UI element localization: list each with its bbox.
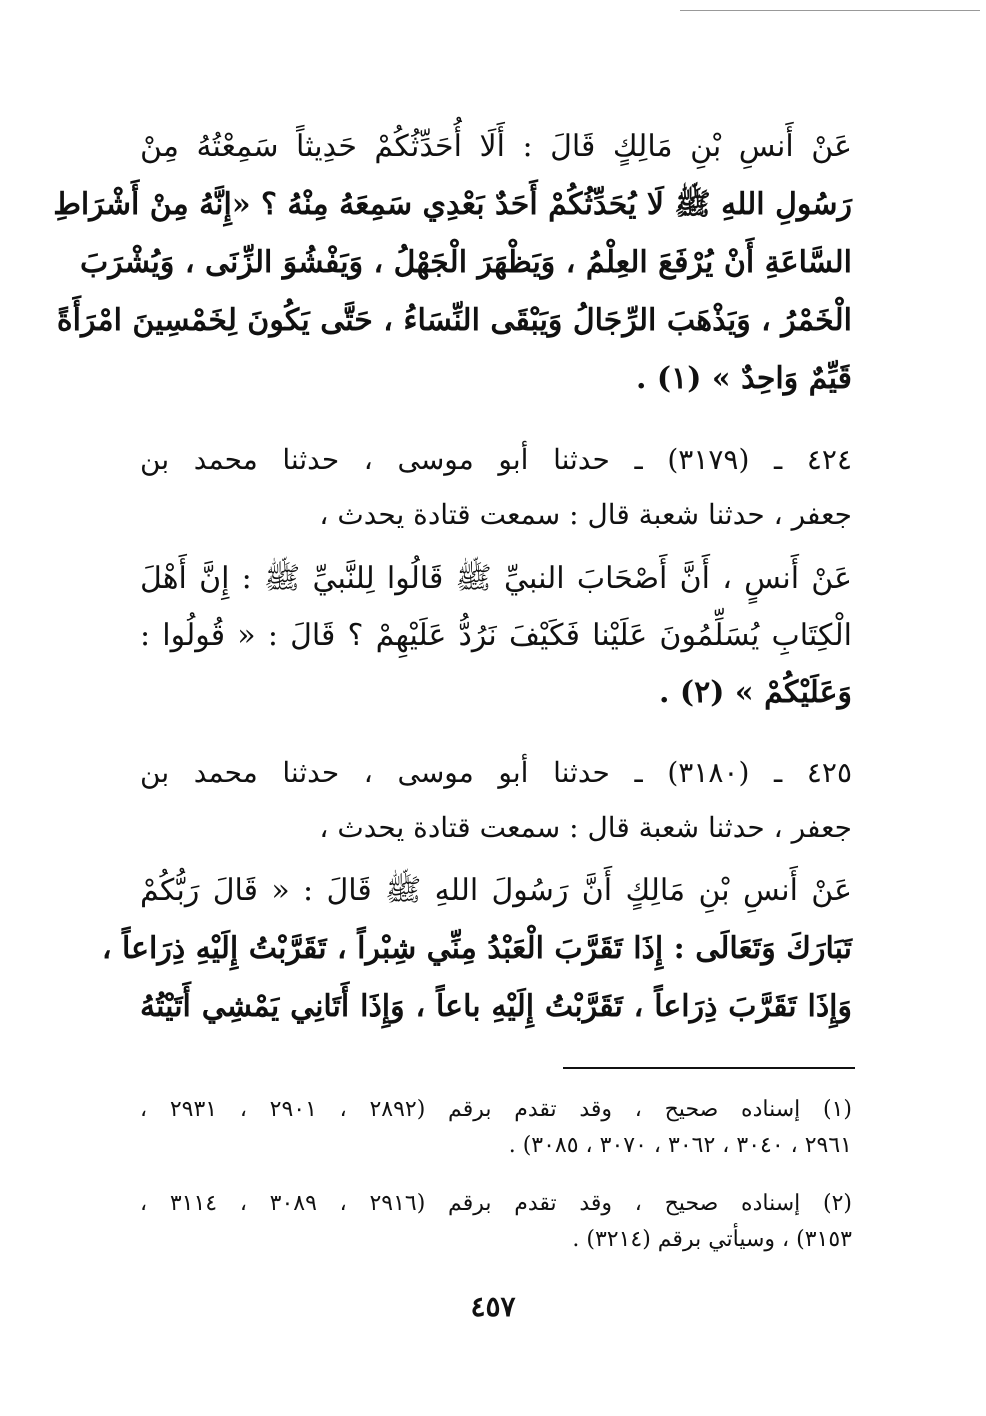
footnote-separator [563,1067,855,1069]
text-line: الْخَمْرُ ، وَيَذْهَبَ الرِّجَالُ وَيَبْقَى النِّسَاءُ ، حَتَّى يَكُونَ لِخَمْسِينَ امْرَأَةً [56,303,852,338]
text-line: رَسُولِ اللهِ ﷺ لَا يُحَدِّثُكُمْ أَحَدٌ بَعْدِي سَمِعَهُ مِنْهُ ؟ «إِنَّهُ مِنْ أَشْرَاطِ [53,187,852,222]
top-rule [680,10,980,11]
text-line: جعفر ، حدثنا شعبة قال : سمعت قتادة يحدث ، [319,498,852,531]
hadith-text-paragraph-3 [140,550,852,721]
footnote-line: ٣١٥٣) ، وسيأتي برقم (٣٢١٤) . [572,1227,852,1252]
footnote-1 [140,1092,852,1164]
text-line: وَإِذَا تَقَرَّبَ ذِرَاعاً ، تَقَرَّبْتُ إِلَيْهِ باعاً ، وَإِذَا أَتَانِي يَمْشِي أَتَيْتُهُ [140,989,852,1024]
text-line: السَّاعَةِ أَنْ يُرْفَعَ العِلْمُ ، وَيَظْهَرَ الْجَهْلُ ، وَيَفْشُوَ الزِّنَى ، وَيُشْرَبَ [80,245,852,280]
hadith-425-isnad [140,745,852,855]
text-line: عَنْ أَنسٍ ، أَنَّ أَصْحَابَ النبيِّ ﷺ قَالُوا لِلنَّبيِّ ﷺ : إِنَّ أَهْلَ [140,561,852,596]
text-line: عَنْ أَنسِ بْنِ مَالِكٍ أَنَّ رَسُولَ اللهِ ﷺ قَالَ : « قَالَ رَبُّكُمْ [140,873,852,908]
hadith-424-isnad [140,432,852,542]
text-line: ٤٢٥ ـ (٣١٨٠) ـ حدثنا أبو موسى ، حدثنا محمد بن [140,756,852,789]
footnote-line: (١) إسناده صحيح ، وقد تقدم برقم (٢٨٩٢ ، ٢٩٠١ ، ٢٩٣١ ، [140,1097,852,1122]
text-line: وَعَلَيْكُمْ » (٢) . [659,675,852,710]
footnote-2 [140,1186,852,1258]
footnote-line: (٢) إسناده صحيح ، وقد تقدم برقم (٢٩١٦ ، ٣٠٨٩ ، ٣١١٤ ، [140,1191,852,1216]
page-number: ٤٥٧ [470,1290,516,1323]
text-line: تَبَارَكَ وَتَعَالَى : إِذَا تَقَرَّبَ الْعَبْدُ مِنِّي شِبْراً ، تَقَرَّبْتُ إِلَيْهِ ذِرَاعاً ، [101,931,852,966]
text-line: جعفر ، حدثنا شعبة قال : سمعت قتادة يحدث ، [319,811,852,844]
text-line: ٤٢٤ ـ (٣١٧٩) ـ حدثنا أبو موسى ، حدثنا محمد بن [140,443,852,476]
hadith-text-paragraph-1 [53,118,852,408]
footnote-line: ٢٩٦١ ، ٣٠٤٠ ، ٣٠٦٢ ، ٣٠٧٠ ، ٣٠٨٥) . [508,1133,852,1158]
hadith-text-paragraph-5 [101,862,852,1036]
text-line: قَيِّمٌ وَاحِدٌ » (١) . [636,361,852,396]
text-line: الْكِتَابِ يُسَلِّمُونَ عَلَيْنا فَكَيْفَ نَرُدُّ عَلَيْهِمْ ؟ قَالَ : « قُولُوا : [140,618,852,653]
text-line: عَنْ أَنسِ بْنِ مَالِكٍ قَالَ : أَلَا أُحَدِّثُكُمْ حَدِيثاً سَمِعْتُهُ مِنْ [140,129,852,164]
